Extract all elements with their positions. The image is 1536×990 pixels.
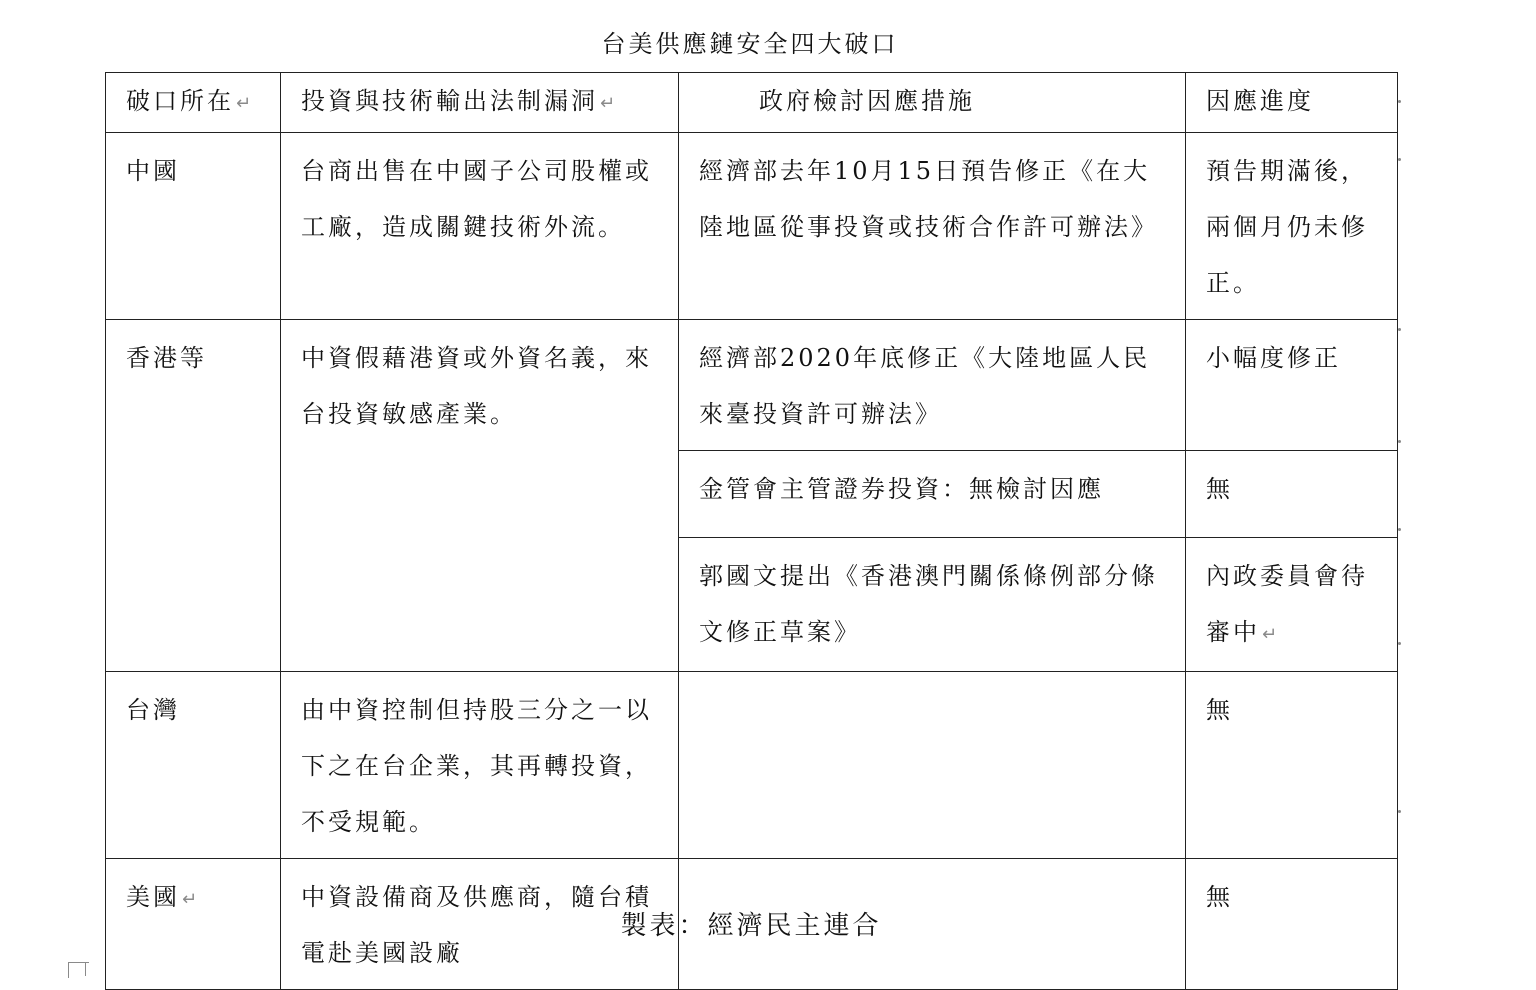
cell-measure: 金管會主管證券投資：無檢討因應 <box>679 451 1186 538</box>
header-measures-label: 政府檢討因應措施 <box>759 87 975 115</box>
header-cell-progress <box>1186 73 1398 133</box>
header-cell-place <box>106 73 281 133</box>
text-boundary-corner-icon <box>68 962 89 978</box>
cell-progress: 無 <box>1186 672 1398 859</box>
margin-dot <box>1398 100 1401 103</box>
header-progress-label: 因應進度 <box>1206 87 1314 115</box>
supply-chain-table <box>105 72 1398 990</box>
cell-loophole: 台商出售在中國子公司股權或工廠，造成關鍵技術外流。 <box>281 133 679 320</box>
cell-progress: 預告期滿後，兩個月仍未修正。 <box>1186 133 1398 320</box>
cell-place: 台灣 <box>106 672 281 859</box>
cell-measure: 經濟部2020年底修正《大陸地區人民來臺投資許可辦法》 <box>679 320 1186 451</box>
paragraph-mark-icon: ↵ <box>600 93 616 114</box>
cell-measure: 郭國文提出《香港澳門關係條例部分條文修正草案》 <box>679 538 1186 672</box>
margin-dot <box>1398 440 1401 443</box>
cell-place: 香港等 <box>106 320 281 672</box>
cell-measure: 經濟部去年10月15日預告修正《在大陸地區從事投資或技術合作許可辦法》 <box>679 133 1186 320</box>
cell-measure <box>679 672 1186 859</box>
header-place-label: 破口所在 <box>126 87 234 115</box>
paragraph-mark-icon: ↵ <box>1262 624 1278 645</box>
paragraph-mark-icon: ↵ <box>236 93 252 114</box>
table-row-hongkong <box>106 320 1398 451</box>
cell-place: 中國 <box>106 133 281 320</box>
cell-loophole: 中資假藉港資或外資名義，來台投資敏感產業。 <box>281 320 679 672</box>
table-header-row <box>106 73 1398 133</box>
header-loophole-label: 投資與技術輸出法制漏洞 <box>301 87 598 115</box>
paragraph-mark-icon: ↵ <box>182 889 198 910</box>
cell-progress: 小幅度修正 <box>1186 320 1398 451</box>
cell-progress: 無 <box>1186 451 1398 538</box>
margin-dot <box>1398 810 1401 813</box>
document-title: 台美供應鏈安全四大破口 <box>601 30 899 58</box>
cell-progress <box>1186 538 1398 672</box>
header-cell-loophole <box>281 73 679 133</box>
margin-dot <box>1398 528 1401 531</box>
margin-dot <box>1398 158 1401 161</box>
cell-loophole: 中資設備商及供應商，隨台積電赴美國設廠 <box>281 859 679 990</box>
cell-progress: 無 <box>1186 859 1398 990</box>
progress-text: 內政委員會待審中 <box>1206 562 1368 646</box>
margin-dot <box>1398 328 1401 331</box>
margin-dot <box>1398 642 1401 645</box>
cell-loophole: 由中資控制但持股三分之一以下之在台企業，其再轉投資，不受規範。 <box>281 672 679 859</box>
header-cell-measures <box>679 73 1186 133</box>
table-row-china <box>106 133 1398 320</box>
table-credit: 製表：經濟民主連合 <box>620 911 882 941</box>
table-row-taiwan <box>106 672 1398 859</box>
place-text: 美國 <box>126 883 180 911</box>
